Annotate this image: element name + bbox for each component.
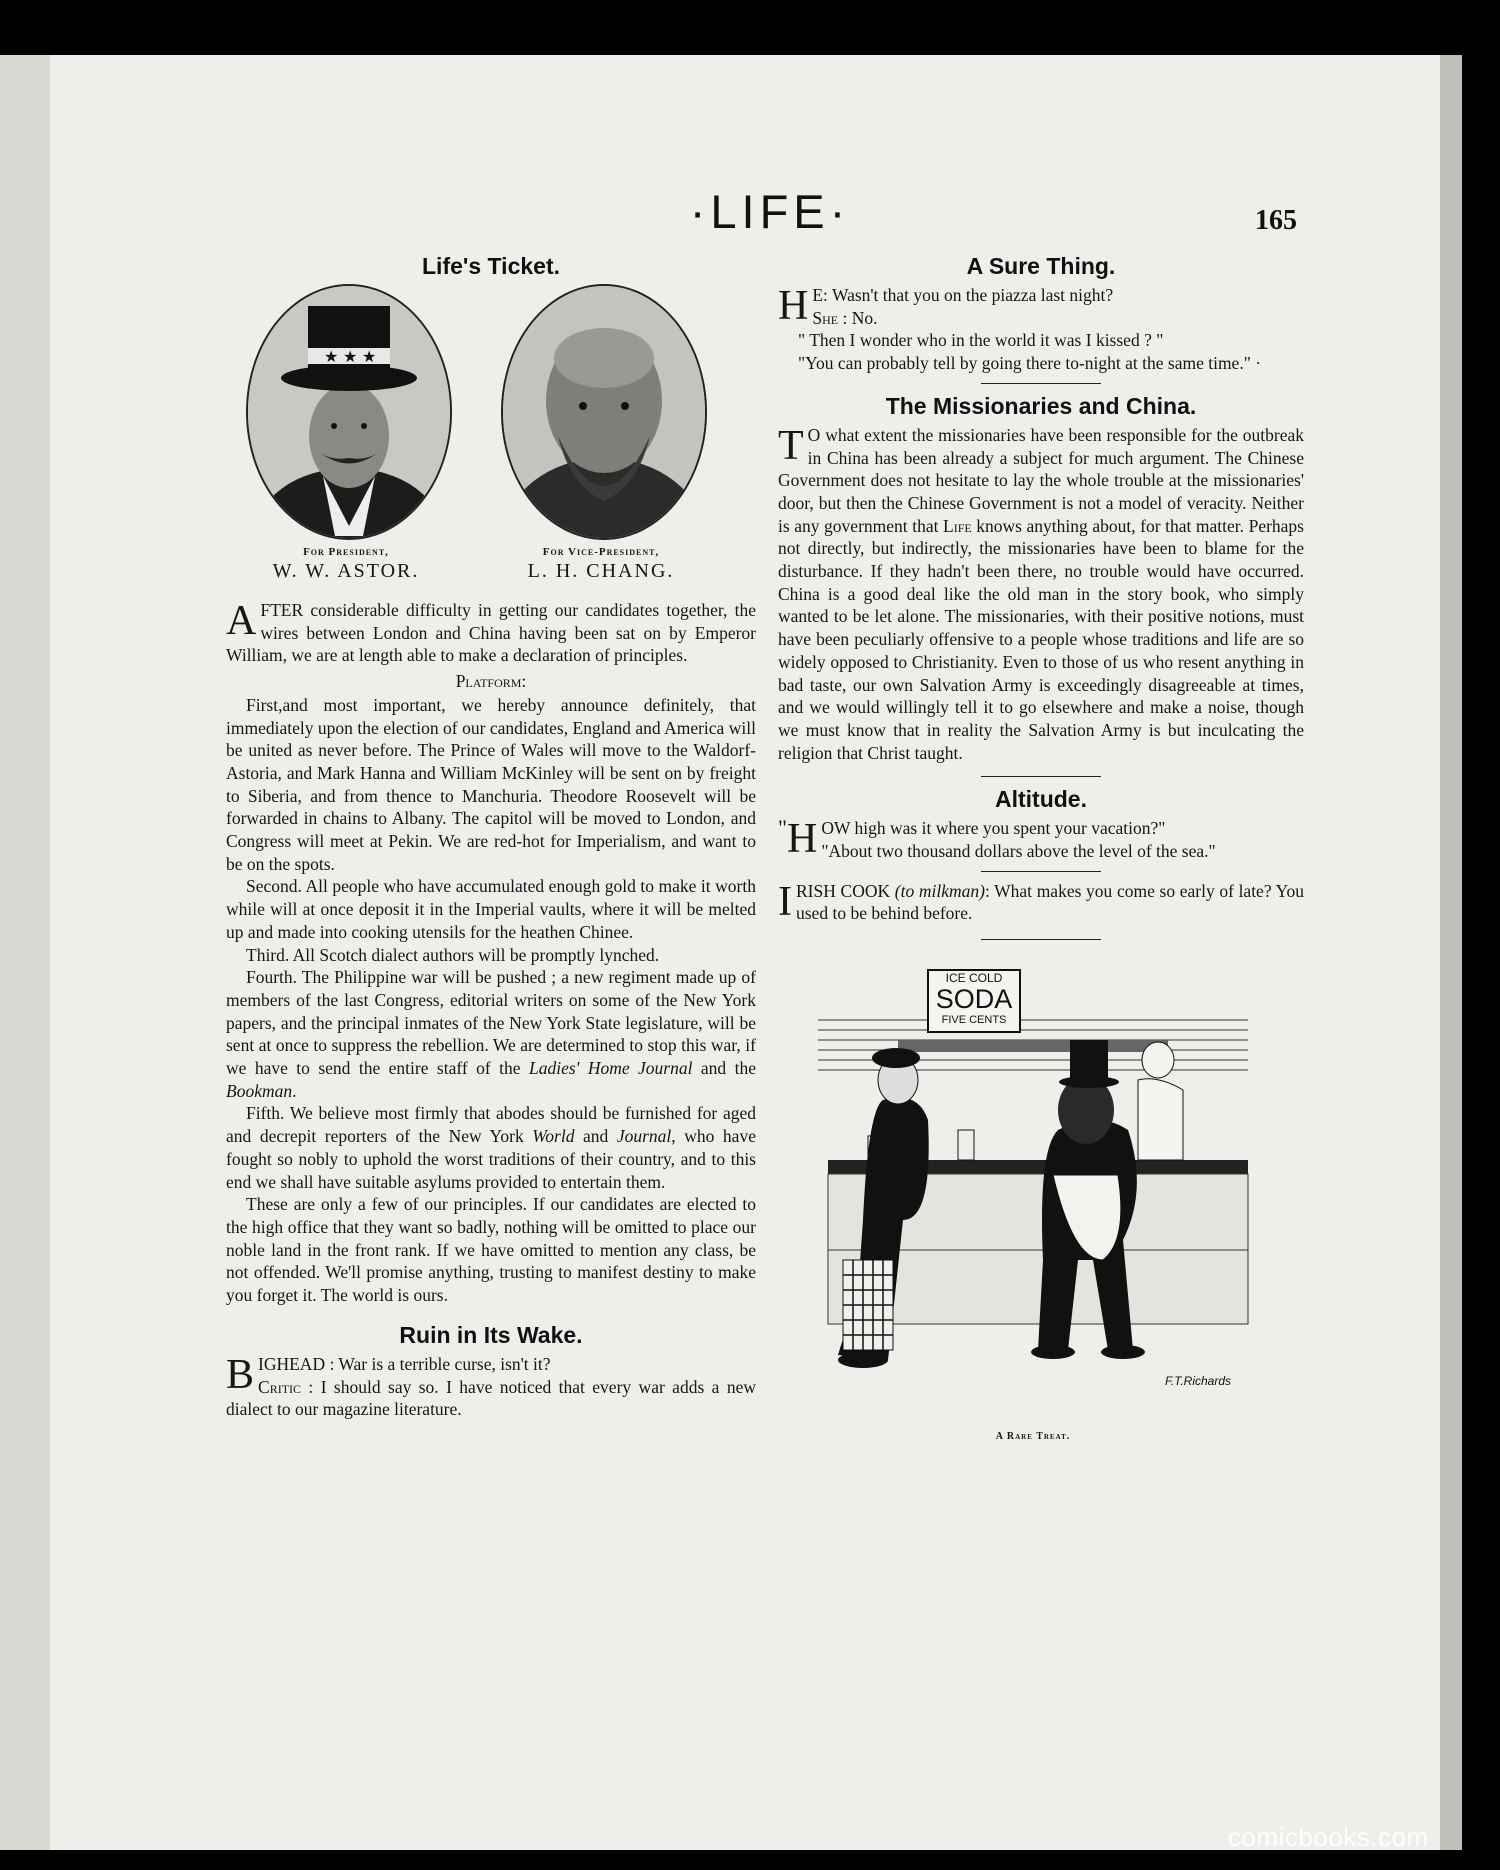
page-number: 165 — [1255, 205, 1297, 236]
artist-signature: F.T.Richards — [1164, 1374, 1232, 1389]
president-name: W. W. ASTOR. — [272, 560, 420, 582]
missionaries-text-a: O what extent the missionaries have been responsible for the outbreak in China has been already a subject for much argument. The Chinese Government does not hesitate to lay the whole trouble at the missionaries' door, but then the Chinese Government is not a model of veracity. Neither is any government that — [778, 424, 1304, 536]
critic-label: Critic : — [258, 1376, 314, 1397]
altitude-dialogue — [778, 817, 1304, 862]
sign-line-ice-cold: ICE COLD — [945, 971, 1003, 986]
soda-cartoon — [808, 960, 1258, 1420]
sure-thing-dialogue — [778, 284, 1304, 329]
vice-president-name: L. H. CHANG. — [527, 560, 675, 582]
svg-text:★: ★ — [343, 349, 358, 366]
irish-cook-label: RISH COOK — [796, 880, 891, 901]
journal-paper: Journal — [616, 1126, 672, 1147]
vice-president-role: For Vice-President, — [542, 546, 660, 558]
masthead: ·LIFE· — [689, 185, 851, 238]
section-rule — [981, 383, 1101, 384]
fourth-text-c: . — [292, 1080, 297, 1101]
kissed-line: " Then I wonder who in the world it was I kissed ? " — [798, 330, 1164, 351]
ruin-line1 — [226, 1353, 756, 1421]
platform-heading: Platform: — [455, 671, 527, 692]
drop-cap-i: I — [778, 878, 792, 925]
altitude-heading: Altitude. — [995, 786, 1087, 813]
missionaries-paragraph — [778, 424, 1304, 765]
ruin-heading: Ruin in Its Wake. — [399, 1321, 583, 1348]
president-role: For President, — [303, 546, 389, 558]
intro-paragraph — [226, 599, 756, 667]
left-column — [226, 252, 756, 1421]
altitude-answer: "About two thousand dollars above the level of the sea." — [821, 841, 1216, 862]
fifth-text-c: , who have fought so nobly to uphold the worst traditions of their country, and to this end we shall have suitable asylums provided to entertain them. — [226, 1126, 756, 1192]
svg-text:★: ★ — [362, 349, 377, 366]
ruin-bighead-text: IGHEAD : War is a terrible curse, isn't it? — [258, 1353, 551, 1374]
life-word: Life — [943, 515, 972, 536]
platform-third: Third. All Scotch dialect authors will be promptly lynched. — [246, 944, 660, 965]
drop-cap-t: T — [778, 422, 804, 469]
platform-first: First,and most important, we hereby announce definitely, that immediately upon the election of our candidates, England and America will be united as never before. The Prince of Wales will move to the Waldorf-Astoria, and Mark Hanna and William McKinley will be sent on by freight to Siberia, and from thence to Manchuria. Theodore Roosevelt will be forwarded in chains to Albany. The capitol will be moved to London, and Congress will meet at Pekin. We are red-hot for Imperialism, and want to be on the spots. — [226, 694, 756, 874]
svg-text:★: ★ — [324, 349, 339, 366]
fifth-text-a: Fifth. We believe most firmly that abodes should be furnished for aged and decrepit reporters of the New York — [226, 1103, 756, 1147]
bookman: Bookman — [226, 1080, 293, 1101]
drop-cap-b: B — [226, 1351, 255, 1398]
missionaries-heading: The Missionaries and China. — [885, 392, 1197, 419]
platform-closing: These are only a few of our principles. If our candidates are elected to the high office that they want so badly, nothing will be omitted to place our noble land in the front rank. If we have omitted to mention any class, be not offended. We'll promise anything, trusting to manifest destiny to make you forget it. The world is ours. — [226, 1194, 756, 1306]
ladies-home-journal: Ladies' Home Journal — [528, 1058, 693, 1079]
intro-text: FTER considerable difficulty in getting our candidates together, the wires between London and China having been sat on by Emperor William, we are at length able to make a declaration of principles. — [226, 600, 756, 666]
altitude-question: OW high was it where you spent your vacation?" — [821, 818, 1166, 839]
missionaries-text-b: knows anything about, for that matter. Perhaps not directly, but indirectly, the missionaries have been to blame for the disturbance. If they hadn't been there, no trouble would have occurred. China is a good deal like the old man in the story book, who simply wanted to be let alone. The missionaries, with their positive notions, must have been peculiarly offensive to a people whose traditions and life are so widely opposed to Christianity. Even to those of us who resent anything in bad taste, our own Salvation Army is exceedingly disagreeable at times, and we would willingly tell it to go elsewhere and make a noise, though we must know that in reality the Salvation Army is but inculcating the religion that Christ taught. — [778, 515, 1304, 763]
fourth-text-b: and the — [692, 1058, 756, 1079]
fifth-text-b: and — [574, 1126, 617, 1147]
cartoon-caption: A Rare Treat. — [995, 1431, 1071, 1443]
watermark: comicbooks.com — [1228, 1822, 1429, 1852]
ticket-portraits — [226, 284, 756, 599]
platform-second: Second. All people who have accumulated enough gold to make it worth while will at once deposit it in the Imperial vaults, where it will be melted up and made into cooking utensils for the heathen Chinee. — [226, 876, 756, 942]
bearded-man-portrait-image — [503, 286, 705, 538]
uncle-sam-hat-portrait-image — [248, 286, 450, 538]
previous-page-edge — [0, 55, 53, 1850]
same-time-line: "You can probably tell by going there to-night at the same time." · — [798, 353, 1262, 374]
vice-president-caption — [481, 545, 721, 583]
drop-cap-a: A — [226, 598, 257, 644]
section-rule — [981, 776, 1101, 777]
chang-portrait — [501, 284, 707, 540]
drop-cap-h: H — [778, 283, 809, 329]
president-caption — [226, 545, 466, 583]
sign-line-soda: SODA — [935, 984, 1013, 1015]
right-column — [778, 252, 1304, 1449]
to-milkman: (to milkman) — [894, 880, 985, 901]
irish-cook-paragraph — [778, 880, 1304, 925]
astor-portrait — [246, 284, 452, 540]
section-rule — [981, 939, 1101, 940]
irish-cook-text: : What makes you come so early of late? You used to be behind before. — [796, 880, 1304, 924]
she-text: No. — [847, 307, 878, 328]
world-paper: World — [532, 1126, 575, 1147]
ticket-heading: Life's Ticket. — [422, 253, 560, 279]
section-rule — [981, 871, 1101, 872]
open-quote: " — [778, 815, 787, 841]
critic-text: I should say so. I have noticed that every war adds a new dialect to our magazine literature. — [226, 1376, 756, 1420]
sure-thing-heading: A Sure Thing. — [966, 253, 1116, 279]
page-edge-shadow — [1440, 55, 1462, 1850]
platform-fourth — [226, 966, 756, 1102]
fourth-text-a: Fourth. The Philippine war will be pushed ; a new regiment made up of members of the last Congress, editorial writers on some of the New York papers, and the principal inmates of the New York State legislature, will be sent at once to suppress the rebellion. We are determined to stop this war, if we have to send the entire staff of the — [226, 967, 756, 1079]
platform-fifth — [226, 1102, 756, 1193]
soda-fountain-illustration — [808, 960, 1258, 1420]
he-line: E: Wasn't that you on the piazza last night? — [812, 285, 1114, 305]
drop-cap-h2: H — [786, 816, 818, 863]
she-label: She : — [812, 307, 848, 328]
sign-line-price: FIVE CENTS — [941, 1014, 1007, 1027]
